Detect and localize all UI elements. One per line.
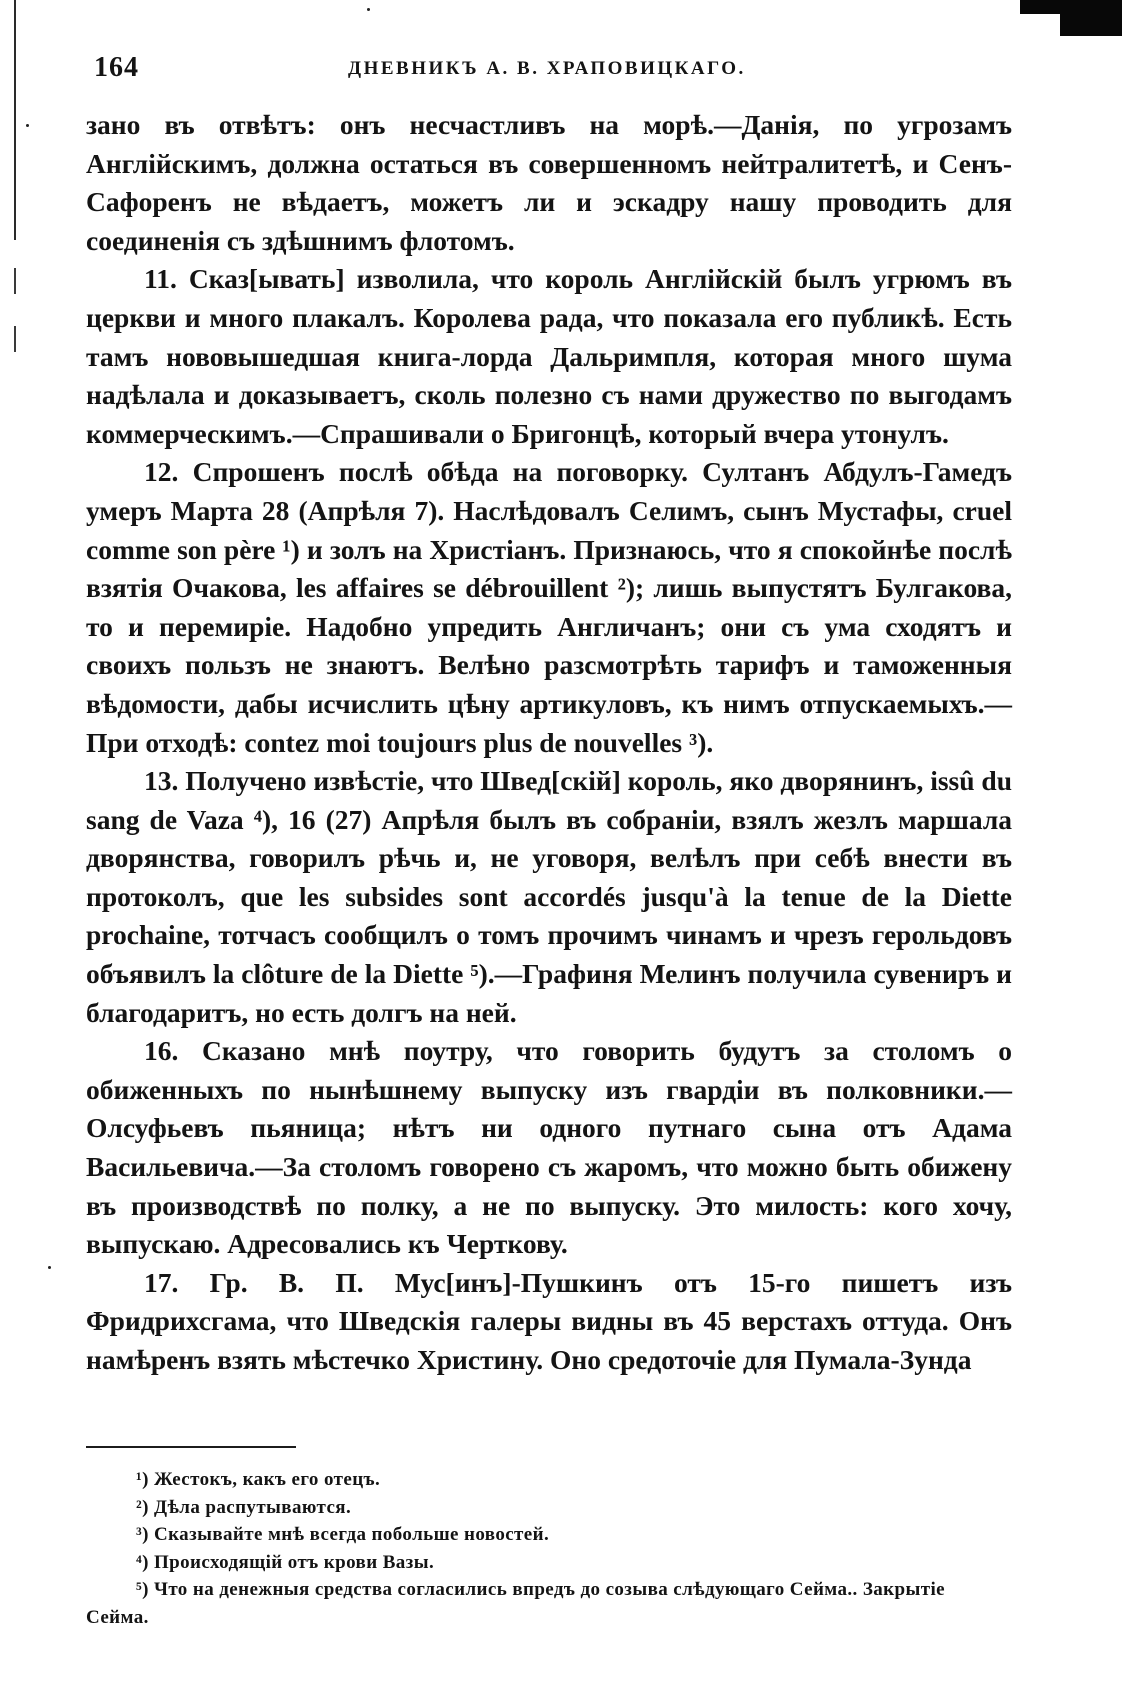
footnote-text: Дѣла распутываются. [153, 1496, 352, 1518]
scan-edge-dash [14, 268, 16, 294]
paragraph-continued: зано въ отвѣтъ: онъ несчастливъ на морѣ.—Данія, по угрозамъ Англійскимъ, должна остаться въ совершенномъ нейтралитетѣ, и Сенъ-Сафоренъ не вѣдаетъ, можетъ ли и эскадру нашу проводить для соединенія съ здѣшнимъ флотомъ. [86, 109, 1012, 256]
footnote [86, 1466, 1012, 1494]
footnote [86, 1576, 1012, 1631]
footnote [86, 1549, 1012, 1577]
paragraph-entry-13: 13. Получено извѣстіе, что Швед[скій] король, яко дворянинъ, issû du sang de Vaza ⁴), 16 (27) Апрѣля былъ въ собраніи, взялъ жезлъ маршала дворянства, говорилъ рѣчь и, не уговоря, велѣлъ при себѣ внести въ протоколъ, que les subsides sont accordés jusqu'à la tenue de la Diette prochaine, тотчасъ сообщилъ о томъ прочимъ чинамъ и чрезъ герольдовъ объявилъ la clôture de la Diette ⁵).—Графиня Мелинъ получила сувениръ и благодаритъ, но есть долгъ на ней. [86, 765, 1012, 1028]
page-header [86, 52, 1006, 92]
footnote-text: Происходящій отъ крови Вазы. [153, 1551, 435, 1573]
body-text [86, 106, 1012, 1380]
scan-edge-dash [14, 326, 16, 352]
paragraph-entry-16: 16. Сказано мнѣ поутру, что говорить будутъ за столомъ о обиженныхъ по нынѣшнему выпуску изъ гвардіи въ полковники.—Олсуфьевъ пьяница; нѣтъ ни одного путнаго сына отъ Адама Васильевича.—За столомъ говорено съ жаромъ, что можно быть обижену въ производствѣ по полку, а не по выпуску. Это милость: кого хочу, выпускаю. Адресовались къ Черткову. [86, 1035, 1012, 1260]
footnote-text: Жестокъ, какъ его отецъ. [153, 1469, 381, 1490]
footnote-marker: ³) [136, 1524, 149, 1546]
footnote-marker: ⁵) [136, 1579, 149, 1601]
footnote-text: Что на денежныя средства согласились впредъ до созыва слѣдующаго Сейма.. Закрытіе Сейма. [86, 1579, 945, 1628]
paragraph-entry-11: 11. Сказ[ывать] изволила, что король Англійскій былъ угрюмъ въ церкви и много плакалъ. Королева рада, что показала его публикѣ. Есть тамъ нововышедшая книга-лорда Дальримпля, которая много шума надѣлала и доказываетъ, сколь полезно съ нами дружество по выгодамъ коммерческимъ.—Спрашивали о Бригонцѣ, который вчера утонулъ. [86, 263, 1012, 449]
scan-edge-line [14, 0, 16, 240]
footnote-divider [86, 1446, 296, 1448]
footnote-marker: ¹) [136, 1469, 149, 1490]
footnote-marker: ²) [136, 1496, 149, 1518]
footnote-marker: ⁴) [136, 1551, 149, 1573]
page-number: 164 [94, 52, 139, 83]
footnote-text: Сказывайте мнѣ всегда побольше новостей. [153, 1524, 550, 1546]
footnotes [86, 1466, 1012, 1632]
scan-speck [48, 1266, 51, 1269]
running-head: ДНЕВНИКЪ А. В. ХРАПОВИЦКАГО. [348, 58, 746, 79]
footnote [86, 1521, 1012, 1549]
paragraph-entry-17: 17. Гр. В. П. Мус[инъ]-Пушкинъ отъ 15-го пишетъ изъ Фридрихсгама, что Шведскія галеры видны въ 45 верстахъ оттуда. Онъ намѣренъ взять мѣстечко Христину. Оно средоточіе для Пумала-Зунда [86, 1266, 1012, 1375]
scan-corner-mark [1060, 0, 1122, 36]
scan-speck [367, 8, 370, 11]
footnote [86, 1494, 1012, 1522]
paragraph-entry-12: 12. Спрошенъ послѣ обѣда на поговорку. Султанъ Абдулъ-Гамедъ умеръ Марта 28 (Апрѣля 7). Наслѣдовалъ Селимъ, сынъ Мустафы, cruel comme son père ¹) и золъ на Христіанъ. Признаюсь, что я спокойнѣе послѣ взятія Очакова, les affaires se débrouillent ²); лишь выпустятъ Булгакова, то и перемиріе. Надобно упредить Англичанъ; они съ ума сходятъ и своихъ пользъ не знаютъ. Велѣно разсмотрѣть тарифъ и таможенныя вѣдомости, дабы исчислить цѣну артикуловъ, къ нимъ отпускаемыхъ.—При отходѣ: contez moi toujours plus de nouvelles ³). [86, 456, 1012, 758]
scan-speck [26, 124, 29, 127]
